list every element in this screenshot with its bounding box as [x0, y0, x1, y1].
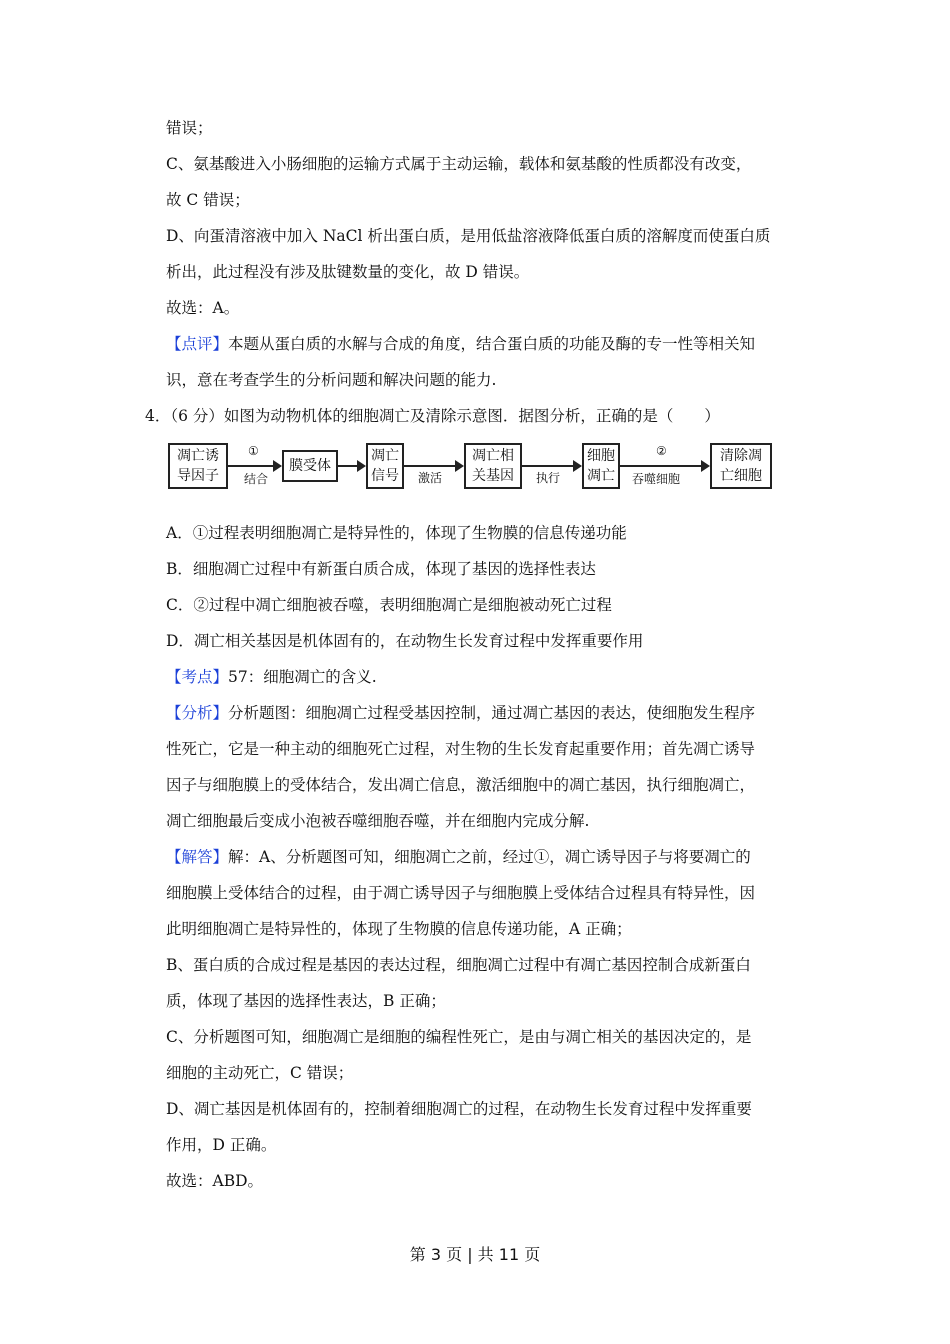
text-block-bottom — [166, 515, 808, 1199]
text-line — [166, 218, 808, 254]
line-text: B、蛋白质的合成过程是基因的表达过程，细胞凋亡过程中有凋亡基因控制合成新蛋白 — [166, 956, 751, 974]
diagram-label: 执行 — [536, 471, 561, 485]
line-text: 识，意在考查学生的分析问题和解决问题的能力. — [166, 371, 497, 389]
text-line — [166, 839, 808, 875]
diagram-box: 凋亡 信号 — [366, 443, 404, 489]
diagram-box: 凋亡诱 导因子 — [168, 443, 228, 489]
line-text: 4．（6 分）如图为动物机体的细胞凋亡及清除示意图．据图分析，正确的是（ ） — [145, 407, 720, 425]
text-line — [166, 1127, 808, 1163]
arrow — [228, 465, 280, 467]
line-text: A．①过程表明细胞凋亡是特异性的，体现了生物膜的信息传递功能 — [166, 524, 627, 542]
line-text: 故选：A。 — [166, 299, 240, 317]
arrow — [620, 465, 708, 467]
text-line — [166, 623, 808, 659]
diagram-box: 凋亡相 关基因 — [464, 443, 522, 489]
text-line — [166, 659, 808, 695]
line-text: 析出，此过程没有涉及肽键数量的变化，故 D 错误。 — [166, 263, 530, 281]
line-text: 57：细胞凋亡的含义. — [228, 668, 377, 686]
text-line — [166, 875, 808, 911]
arrow — [338, 465, 364, 467]
line-text: 因子与细胞膜上的受体结合，发出凋亡信息，激活细胞中的凋亡基因，执行细胞凋亡， — [166, 776, 756, 794]
page-footer: 第 3 页 | 共 11 页 — [409, 1245, 541, 1264]
section-tag: 【点评】 — [166, 335, 229, 353]
line-text: 细胞的主动死亡，C 错误； — [166, 1064, 354, 1082]
text-line — [166, 146, 808, 182]
text-line — [166, 767, 808, 803]
line-text: 此明细胞凋亡是特异性的，体现了生物膜的信息传递功能，A 正确； — [166, 920, 632, 938]
line-text: 错误； — [166, 119, 213, 137]
diagram-label: ① — [248, 444, 259, 458]
text-line — [166, 1055, 808, 1091]
line-text: C、分析题图可知，细胞凋亡是细胞的编程性死亡，是由与凋亡相关的基因决定的，是 — [166, 1028, 752, 1046]
section-tag: 【解答】 — [166, 848, 229, 866]
line-text: C．②过程中凋亡细胞被吞噬，表明细胞凋亡是细胞被动死亡过程 — [166, 596, 612, 614]
line-text: D、向蛋清溶液中加入 NaCl 析出蛋白质，是用低盐溶液降低蛋白质的溶解度而使蛋白质 — [166, 227, 771, 245]
line-text: C、氨基酸进入小肠细胞的运输方式属于主动运输，载体和氨基酸的性质都没有改变， — [166, 155, 752, 173]
line-text: 分析题图：细胞凋亡过程受基因控制，通过凋亡基因的表达，使细胞发生程序 — [228, 704, 756, 722]
diagram-label: 结合 — [244, 472, 269, 486]
text-line — [166, 254, 808, 290]
line-text: D、凋亡基因是机体固有的，控制着细胞凋亡的过程，在动物生长发育过程中发挥重要 — [166, 1100, 752, 1118]
diagram-label: 激活 — [418, 471, 443, 485]
line-text: 故 C 错误； — [166, 191, 250, 209]
section-tag: 【分析】 — [166, 704, 229, 722]
text-line — [166, 182, 808, 218]
text-block-top — [145, 110, 808, 434]
diagram-label: ② — [656, 444, 667, 458]
text-line — [166, 551, 808, 587]
text-line — [166, 1019, 808, 1055]
diagram-box: 清除凋 亡细胞 — [710, 443, 772, 489]
line-text: 性死亡，它是一种主动的细胞死亡过程，对生物的生长发育起重要作用；首先凋亡诱导 — [166, 740, 756, 758]
text-line — [166, 947, 808, 983]
diagram-box: 细胞 凋亡 — [582, 443, 620, 489]
text-line — [166, 290, 808, 326]
text-line — [166, 362, 808, 398]
line-text: 本题从蛋白质的水解与合成的角度，结合蛋白质的功能及酶的专一性等相关知 — [228, 335, 756, 353]
line-text: 作用，D 正确。 — [166, 1136, 277, 1154]
line-text: D．凋亡相关基因是机体固有的，在动物生长发育过程中发挥重要作用 — [166, 632, 644, 650]
text-line — [166, 731, 808, 767]
apoptosis-diagram — [168, 441, 774, 493]
line-text: 凋亡细胞最后变成小泡被吞噬细胞吞噬，并在细胞内完成分解. — [166, 812, 590, 830]
question-line — [145, 398, 808, 434]
line-text: 细胞膜上受体结合的过程，由于凋亡诱导因子与细胞膜上受体结合过程具有特异性，因 — [166, 884, 756, 902]
text-line — [166, 695, 808, 731]
text-line — [166, 1163, 808, 1199]
text-line — [166, 110, 808, 146]
diagram-label: 吞噬细胞 — [632, 472, 681, 486]
arrow — [522, 465, 580, 467]
text-line — [166, 911, 808, 947]
line-text: 故选：ABD。 — [166, 1172, 264, 1190]
text-line — [166, 1091, 808, 1127]
text-line — [166, 515, 808, 551]
line-text: B．细胞凋亡过程中有新蛋白质合成，体现了基因的选择性表达 — [166, 560, 596, 578]
line-text: 解：A、分析题图可知，细胞凋亡之前，经过①，凋亡诱导因子与将要凋亡的 — [228, 848, 751, 866]
text-line — [166, 587, 808, 623]
text-line — [166, 326, 808, 362]
section-tag: 【考点】 — [166, 668, 229, 686]
text-line — [166, 983, 808, 1019]
diagram-box: 膜受体 — [282, 450, 338, 482]
text-line — [166, 803, 808, 839]
line-text: 质，体现了基因的选择性表达，B 正确； — [166, 992, 446, 1010]
arrow — [404, 465, 462, 467]
